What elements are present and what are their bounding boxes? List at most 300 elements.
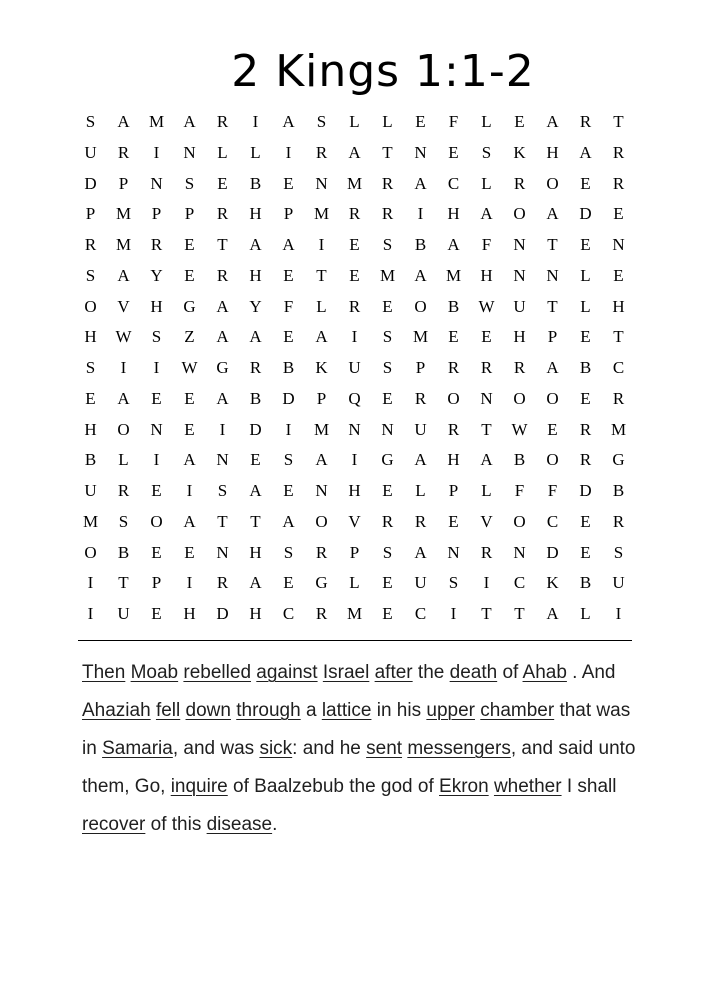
- grid-letter: H: [546, 142, 559, 162]
- grid-letter: O: [150, 511, 163, 531]
- grid-letter: H: [183, 604, 196, 623]
- grid-letter: I: [483, 573, 490, 593]
- grid-letter: E: [580, 542, 591, 562]
- grid-letter: U: [84, 142, 97, 162]
- grid-letter: N: [216, 542, 229, 562]
- grid-letter: L: [481, 173, 492, 193]
- grid-letter: L: [316, 296, 327, 316]
- grid-letter: O: [84, 542, 97, 562]
- grid-letter: R: [513, 173, 526, 193]
- grid-letter: P: [448, 481, 459, 500]
- grid-letter: U: [117, 604, 130, 623]
- grid-letter: N: [513, 235, 526, 254]
- grid-letter: I: [186, 573, 193, 593]
- grid-letter: E: [415, 112, 426, 131]
- grid-letter: K: [546, 573, 559, 593]
- grid-letter: M: [115, 204, 132, 224]
- grid-letter: E: [382, 388, 393, 408]
- vocab-word: inquire: [170, 776, 228, 797]
- grid-letter: A: [282, 112, 295, 131]
- grid-letter: M: [379, 265, 396, 285]
- grid-letter: R: [381, 204, 394, 224]
- grid-letter: S: [118, 511, 129, 531]
- scripture-passage: [82, 654, 642, 844]
- grid-letter: I: [318, 235, 325, 254]
- grid-letter: L: [580, 265, 591, 285]
- grid-letter: E: [382, 604, 393, 623]
- vocab-word: after: [374, 662, 413, 683]
- grid-letter: R: [150, 235, 163, 254]
- grid-letter: Y: [249, 296, 262, 316]
- grid-letter: I: [120, 358, 127, 377]
- grid-letter: C: [414, 604, 427, 623]
- vocab-word: rebelled: [183, 662, 252, 683]
- grid-letter: O: [447, 388, 460, 408]
- grid-letter: I: [153, 450, 160, 470]
- grid-letter: N: [348, 419, 361, 439]
- grid-letter: F: [448, 112, 459, 131]
- grid-letter: S: [85, 265, 96, 285]
- grid-letter: H: [447, 450, 460, 470]
- grid-letter: A: [414, 450, 427, 470]
- grid-letter: T: [514, 604, 525, 623]
- grid-letter: N: [315, 481, 328, 500]
- grid-letter: A: [117, 265, 130, 285]
- grid-letter: M: [148, 112, 165, 131]
- vocab-word: sick: [259, 738, 293, 759]
- grid-letter: D: [546, 542, 559, 562]
- grid-letter: H: [249, 542, 262, 562]
- vocab-word: upper: [426, 700, 475, 721]
- passage-text: the: [412, 662, 450, 683]
- grid-letter: T: [481, 604, 492, 623]
- word-search-grid: [74, 107, 635, 630]
- passage-text: of Baalzebub the god of: [227, 776, 440, 797]
- grid-letter: I: [351, 327, 358, 347]
- grid-letter: A: [414, 173, 427, 193]
- grid-letter: E: [547, 419, 558, 439]
- grid-letter: N: [480, 388, 493, 408]
- grid-letter: E: [151, 388, 162, 408]
- grid-letter: C: [612, 358, 625, 377]
- grid-letter: S: [217, 481, 228, 500]
- grid-letter: I: [285, 142, 292, 162]
- grid-letter: A: [183, 511, 196, 531]
- vocab-word: Moab: [130, 662, 179, 683]
- grid-letter: R: [216, 112, 229, 131]
- grid-letter: D: [579, 481, 592, 500]
- grid-letter: P: [184, 204, 195, 224]
- grid-letter: R: [381, 511, 394, 531]
- grid-letter: B: [414, 235, 427, 254]
- grid-letter: N: [315, 173, 328, 193]
- grid-letter: E: [382, 481, 393, 500]
- passage-text: , and said unto them, Go,: [82, 738, 636, 797]
- grid-letter: A: [249, 235, 262, 254]
- grid-letter: R: [348, 204, 361, 224]
- grid-letter: D: [216, 604, 229, 623]
- grid-letter: R: [414, 511, 427, 531]
- passage-text: that was in: [82, 700, 631, 759]
- grid-letter: E: [349, 235, 360, 254]
- grid-letter: A: [348, 142, 361, 162]
- grid-letter: H: [513, 327, 526, 347]
- grid-letter: F: [547, 481, 558, 500]
- passage-text: : and he: [292, 738, 367, 759]
- vocab-word: death: [449, 662, 498, 683]
- grid-letter: V: [480, 511, 493, 531]
- grid-letter: A: [579, 142, 592, 162]
- passage-text: of this: [145, 814, 207, 835]
- grid-letter: A: [447, 235, 460, 254]
- grid-letter: T: [217, 511, 228, 531]
- vocab-word: Israel: [322, 662, 370, 683]
- grid-letter: M: [313, 419, 330, 439]
- grid-letter: U: [612, 573, 625, 593]
- grid-letter: B: [117, 542, 130, 562]
- grid-letter: H: [84, 327, 97, 347]
- grid-letter: R: [612, 142, 625, 162]
- passage-text: , and was: [172, 738, 260, 759]
- grid-letter: T: [613, 327, 624, 347]
- grid-letter: A: [546, 112, 559, 131]
- grid-letter: O: [513, 511, 526, 531]
- grid-letter: L: [481, 481, 492, 500]
- grid-letter: E: [184, 542, 195, 562]
- passage-text: I shall: [561, 776, 617, 797]
- grid-letter: E: [250, 450, 261, 470]
- grid-letter: A: [249, 481, 262, 500]
- grid-letter: B: [513, 450, 526, 470]
- grid-letter: I: [153, 142, 160, 162]
- grid-letter: T: [217, 235, 228, 254]
- passage-text: . And: [566, 662, 616, 683]
- grid-letter: M: [313, 204, 330, 224]
- grid-letter: L: [349, 112, 360, 131]
- grid-letter: L: [382, 112, 393, 131]
- grid-letter: S: [283, 542, 294, 562]
- grid-letter: E: [85, 388, 96, 408]
- vocab-word: fell: [155, 700, 181, 721]
- grid-letter: R: [480, 358, 493, 377]
- grid-letter: U: [414, 419, 427, 439]
- grid-letter: A: [282, 511, 295, 531]
- grid-letter: L: [250, 142, 261, 162]
- grid-letter: H: [249, 204, 262, 224]
- vocab-word: through: [236, 700, 301, 721]
- grid-letter: O: [315, 511, 328, 531]
- grid-letter: I: [252, 112, 259, 131]
- vocab-word: whether: [493, 776, 562, 797]
- grid-letter: S: [448, 573, 459, 593]
- grid-letter: A: [216, 327, 229, 347]
- grid-letter: F: [283, 296, 294, 316]
- grid-letter: P: [151, 204, 162, 224]
- grid-letter: B: [447, 296, 460, 316]
- vocab-word: Samaria: [102, 738, 173, 759]
- grid-letter: V: [117, 296, 130, 316]
- grid-letter: G: [612, 450, 625, 470]
- grid-letter: A: [183, 450, 196, 470]
- grid-letter: N: [513, 265, 526, 285]
- grid-letter: Y: [150, 265, 163, 285]
- grid-letter: R: [249, 358, 262, 377]
- grid-letter: B: [612, 481, 625, 500]
- grid-letter: D: [84, 173, 97, 193]
- grid-letter: I: [417, 204, 424, 224]
- grid-letter: A: [216, 296, 229, 316]
- grid-letter: P: [85, 204, 96, 224]
- grid-letter: S: [316, 112, 327, 131]
- grid-letter: M: [610, 419, 627, 439]
- grid-letter: Z: [184, 327, 195, 347]
- grid-letter: C: [282, 604, 295, 623]
- grid-letter: R: [414, 388, 427, 408]
- grid-letter: D: [579, 204, 592, 224]
- grid-letter: E: [184, 419, 195, 439]
- grid-letter: D: [282, 388, 295, 408]
- grid-letter: E: [382, 573, 393, 593]
- grid-letter: R: [447, 419, 460, 439]
- grid-letter: O: [414, 296, 427, 316]
- grid-letter: W: [511, 419, 528, 439]
- grid-letter: P: [349, 542, 360, 562]
- grid-letter: S: [613, 542, 624, 562]
- grid-letter: M: [82, 511, 99, 531]
- grid-letter: E: [448, 142, 459, 162]
- grid-letter: R: [579, 112, 592, 131]
- grid-letter: R: [579, 450, 592, 470]
- grid-letter: N: [447, 542, 460, 562]
- grid-letter: L: [415, 481, 426, 500]
- grid-letter: A: [546, 204, 559, 224]
- grid-letter: O: [513, 204, 526, 224]
- grid-letter: R: [315, 142, 328, 162]
- grid-letter: E: [580, 235, 591, 254]
- grid-letter: L: [580, 604, 591, 623]
- grid-letter: R: [216, 573, 229, 593]
- grid-letter: T: [547, 235, 558, 254]
- grid-letter: I: [87, 573, 94, 593]
- grid-letter: A: [546, 358, 559, 377]
- grid-letter: E: [580, 511, 591, 531]
- grid-letter: M: [346, 604, 363, 623]
- grid-letter: T: [118, 573, 129, 593]
- grid-letter: P: [415, 358, 426, 377]
- grid-letter: S: [151, 327, 162, 347]
- grid-letter: W: [115, 327, 132, 347]
- grid-letter: R: [84, 235, 97, 254]
- grid-letter: A: [546, 604, 559, 623]
- grid-letter: E: [283, 573, 294, 593]
- grid-letter: B: [84, 450, 97, 470]
- grid-letter: M: [115, 235, 132, 254]
- grid-letter: Q: [348, 388, 361, 408]
- grid-letter: T: [547, 296, 558, 316]
- grid-letter: E: [283, 173, 294, 193]
- grid-letter: H: [612, 296, 625, 316]
- grid-letter: S: [382, 358, 393, 377]
- passage-text: .: [272, 814, 278, 835]
- grid-letter: C: [546, 511, 559, 531]
- grid-letter: R: [117, 481, 130, 500]
- grid-letter: R: [315, 604, 328, 623]
- grid-letter: S: [481, 142, 492, 162]
- grid-letter: P: [283, 204, 294, 224]
- grid-letter: B: [249, 388, 262, 408]
- grid-letter: K: [315, 358, 328, 377]
- grid-letter: B: [282, 358, 295, 377]
- grid-letter: T: [250, 511, 261, 531]
- grid-letter: B: [249, 173, 262, 193]
- grid-letter: N: [414, 142, 427, 162]
- grid-letter: A: [315, 327, 328, 347]
- grid-letter: L: [481, 112, 492, 131]
- grid-letter: E: [580, 173, 591, 193]
- grid-letter: E: [151, 542, 162, 562]
- vocab-word: against: [256, 662, 318, 683]
- vocab-word: Ahaziah: [82, 700, 151, 721]
- grid-letter: N: [150, 173, 163, 193]
- grid-letter: E: [151, 481, 162, 500]
- passage-text: of: [497, 662, 523, 683]
- grid-letter: S: [85, 358, 96, 377]
- grid-letter: S: [184, 173, 195, 193]
- vocab-word: disease: [206, 814, 273, 835]
- grid-letter: T: [316, 265, 327, 285]
- grid-letter: U: [84, 481, 97, 500]
- vocab-word: messengers: [407, 738, 511, 759]
- vocab-word: recover: [82, 814, 146, 835]
- grid-letter: A: [414, 542, 427, 562]
- grid-letter: A: [249, 327, 262, 347]
- page-title: 2 Kings 1:1-2: [231, 46, 535, 97]
- grid-letter: S: [382, 542, 393, 562]
- grid-letter: H: [447, 204, 460, 224]
- grid-letter: R: [348, 296, 361, 316]
- grid-letter: H: [84, 419, 97, 439]
- grid-letter: E: [184, 388, 195, 408]
- grid-letter: N: [513, 542, 526, 562]
- grid-letter: L: [349, 573, 360, 593]
- grid-letter: R: [381, 173, 394, 193]
- divider: [78, 640, 632, 641]
- grid-letter: O: [84, 296, 97, 316]
- grid-letter: A: [480, 204, 493, 224]
- vocab-word: Then: [82, 662, 126, 683]
- grid-letter: F: [514, 481, 525, 500]
- grid-letter: M: [412, 327, 429, 347]
- grid-letter: U: [414, 573, 427, 593]
- grid-letter: I: [351, 450, 358, 470]
- grid-letter: A: [414, 265, 427, 285]
- grid-letter: E: [283, 265, 294, 285]
- grid-letter: F: [481, 235, 492, 254]
- vocab-word: chamber: [480, 700, 555, 721]
- grid-letter: R: [216, 265, 229, 285]
- grid-letter: O: [513, 388, 526, 408]
- grid-letter: I: [450, 604, 457, 623]
- grid-letter: N: [381, 419, 394, 439]
- grid-letter: H: [480, 265, 493, 285]
- grid-letter: P: [151, 573, 162, 593]
- grid-letter: W: [478, 296, 495, 316]
- grid-letter: W: [181, 358, 198, 377]
- grid-letter: R: [315, 542, 328, 562]
- grid-letter: R: [579, 419, 592, 439]
- grid-letter: M: [346, 173, 363, 193]
- grid-letter: B: [579, 358, 592, 377]
- grid-letter: E: [184, 235, 195, 254]
- grid-letter: L: [580, 296, 591, 316]
- grid-letter: E: [580, 327, 591, 347]
- grid-letter: G: [315, 573, 328, 593]
- grid-letter: R: [612, 388, 625, 408]
- grid-letter: N: [546, 265, 559, 285]
- vocab-word: lattice: [321, 700, 372, 721]
- grid-letter: E: [580, 388, 591, 408]
- grid-letter: A: [117, 112, 130, 131]
- passage-text: in his: [371, 700, 427, 721]
- grid-letter: E: [481, 327, 492, 347]
- grid-letter: N: [216, 450, 229, 470]
- grid-letter: I: [285, 419, 292, 439]
- grid-letter: H: [249, 265, 262, 285]
- grid-letter: E: [283, 327, 294, 347]
- grid-letter: R: [612, 173, 625, 193]
- grid-letter: E: [382, 296, 393, 316]
- grid-letter: R: [447, 358, 460, 377]
- grid-letter: G: [183, 296, 196, 316]
- grid-letter: N: [150, 419, 163, 439]
- grid-letter: N: [183, 142, 196, 162]
- grid-letter: R: [117, 142, 130, 162]
- grid-letter: T: [481, 419, 492, 439]
- grid-letter: E: [349, 265, 360, 285]
- grid-letter: O: [546, 450, 559, 470]
- grid-letter: R: [480, 542, 493, 562]
- grid-letter: G: [216, 358, 229, 377]
- grid-letter: I: [615, 604, 622, 623]
- grid-letter: T: [382, 142, 393, 162]
- grid-letter: O: [546, 173, 559, 193]
- grid-letter: E: [514, 112, 525, 131]
- grid-letter: A: [315, 450, 328, 470]
- grid-letter: C: [447, 173, 460, 193]
- grid-letter: G: [381, 450, 394, 470]
- grid-letter: A: [282, 235, 295, 254]
- vocab-word: down: [185, 700, 231, 721]
- grid-letter: V: [348, 511, 361, 531]
- grid-letter: K: [513, 142, 526, 162]
- grid-letter: R: [513, 358, 526, 377]
- grid-letter: E: [151, 604, 162, 623]
- vocab-word: Ekron: [439, 776, 489, 797]
- grid-letter: P: [316, 388, 327, 408]
- grid-letter: P: [118, 173, 129, 193]
- grid-letter: S: [382, 235, 393, 254]
- grid-letter: E: [217, 173, 228, 193]
- grid-letter: D: [249, 419, 262, 439]
- grid-letter: P: [547, 327, 558, 347]
- grid-letter: C: [513, 573, 526, 593]
- grid-letter: H: [150, 296, 163, 316]
- grid-letter: U: [348, 358, 361, 377]
- grid-letter: S: [85, 112, 96, 131]
- grid-letter: U: [513, 296, 526, 316]
- grid-letter: O: [546, 388, 559, 408]
- grid-letter: E: [613, 265, 624, 285]
